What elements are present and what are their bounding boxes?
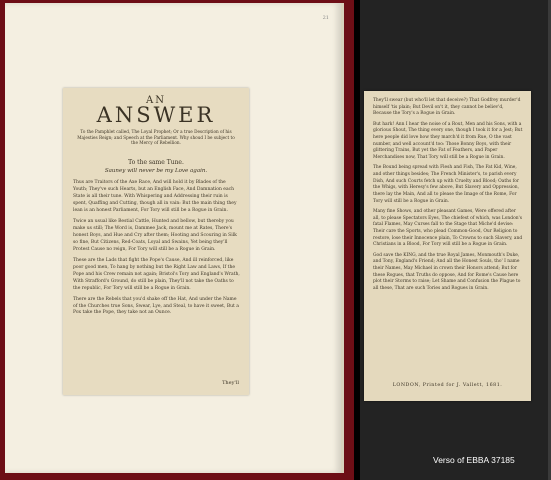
verse: But hark! Ann I hear the noise of a Rout, Men and his Sons, with a glorious Shout, The thing every one, though I took it for a Jest; But here people did love how they march'd it from Rue, O the vast number, and well account'd too: Those Bonny Boys, with their glittering Trains, But yet the Fat of Feathers, and Paper Merchandises now, That Tory will still be a Rogue in Grain. — [373, 121, 523, 160]
verso-verses — [373, 98, 523, 296]
verse: God save the KING, and the true Royal James, Monmouth's Duke, and Tony, England's Friend; And all the Honest Souls, tho' I name their Names, May Michael in crown their Honors attend; But for these Rogues, that Truths do oppose, And for Rome's Cause here plot their Storms to raise; Let Shame and Confusion the Plague to all these, That are such Tories and Rogues in Grain. — [373, 252, 521, 291]
broadside-subtitle: To the Pamphlet called, The Loyal Prophet; Or a true Description of his Majesties Reign; and Speech at the Parliament. Why shoud I be subject to the Mercy of Rebellion. — [77, 129, 235, 146]
image-caption: Verso of EBBA 37185 — [433, 455, 515, 465]
verse: Thus are Traitors of the Axe Race, And will hold it by Blades of the Youth; They've such Hearts, but an English Face, And Damnation each State is all their tune. With Whispering and Addressing their ruin is spent, Quaffing and Cutting, though all in vain: But the main thing they lean is an honest Parliament, For Tory will still be a Rogue in Grain. — [73, 180, 237, 213]
broadside-an: AN — [146, 95, 166, 106]
verso-panel — [360, 0, 551, 480]
verse: They'll swear (but who'll let that deceive?) That Godfrey murder'd himself 'tis plain; But Devil on't it, they cannot be believ'd, Because the Tory's a Rogue in Grain. — [373, 98, 521, 117]
verse: There are the Rebels that you'd shake off the Hat, And under the Name of the Churches true Sons, Swear, Lye, and Steal, to have it sweet, But a Pox take the Pope, they take not an Ounce. — [73, 296, 239, 316]
imprint: LONDON, Printed for J. Vallett, 1681. — [392, 383, 503, 388]
broadside-tune: To the same Tune. — [128, 159, 184, 166]
verso-sheet — [364, 91, 531, 401]
verse: Twice an usual like Bestial Cattle, Hunted and bellow, but thereby you make us still; The Word is, Dammee Jack, mount me at Rates, There's honest Boys, and Hue and Cry after them; Hooting and Scouring in Silk so fine, But Citizens, Red-Coats, Loyal and Swains, Yet being they'll Protest Cause no reign, For Tory will still be a Rogue in Grain. — [73, 218, 237, 252]
page-number: 21 — [322, 15, 329, 21]
verse: The Bound being spread with Flesh and Fish, The Fat Kid, Wine, and other things besides; The French Minister's, to parish every Dish, And such Courts fetch up with Cruelty and Blood; Oaths for the Whigs, with Heresy's few above, But Slavery and Oppression, there lay the Main, And all to please the Image of the Rome, For Tory will still be a Rogue in Grain. — [373, 165, 520, 204]
catchword: They'll — [222, 380, 239, 386]
broadside-tune-name: Sauney will never be my Love again. — [104, 168, 208, 174]
verse: Many fine Shows, and other pleasant Games, Were offered after all, to please Spectators Eyes, The chiefest of which, was London's fatal Flames, May Curses fall to the Stage that Miche'd devise: Their care the Sports, who plead Common-Good, Our Religion to restore, lose their Innocence plain, To Crowns to such Slavery, and Christians in a Blood, For Tory will still be a Rogue in Grain. — [373, 209, 523, 248]
verse: These are the Lads that fight the Pope's Cause, And ill reinforced, like poor good men, To hang by nothing but the Right Law and Laws, If the Pope and his Crew remain not again; Bristol's Tory and England's Wrath, With Strafford's Ground, do still be plain, They'll not take the Oaths to the republic, For Tory will still be a Rogue in Grain. — [73, 257, 240, 291]
broadside-sheet — [63, 88, 249, 395]
broadside-title: ANSWER — [96, 103, 216, 127]
recto-page — [5, 3, 344, 473]
broadside-verses — [73, 180, 241, 321]
